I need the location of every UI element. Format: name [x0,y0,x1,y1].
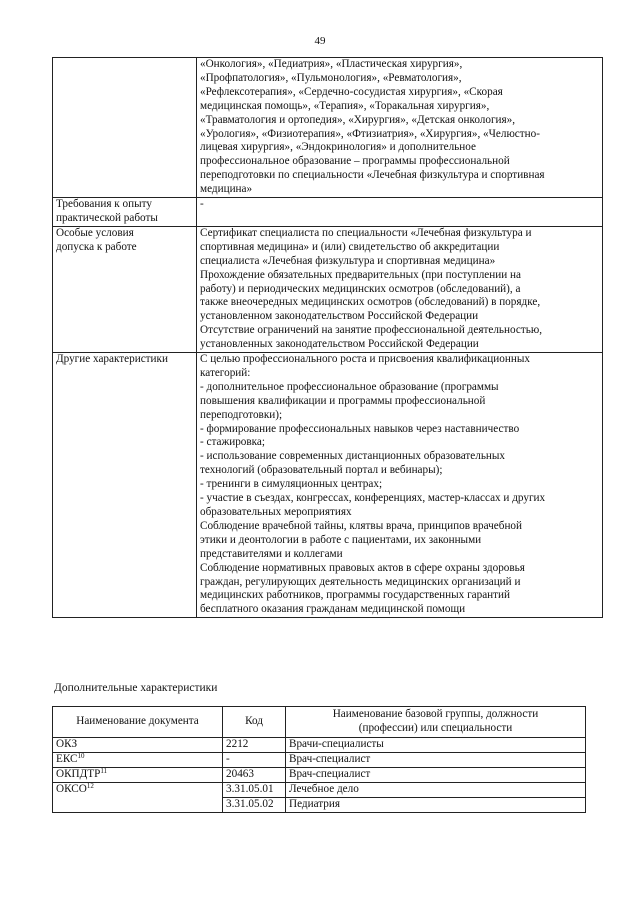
qualification-table [52,57,603,618]
text-line: «Урология», «Физиотерапия», «Фтизиатрия», «Хирургия», «Челюстно- [200,127,540,140]
text-line: переподготовки); [200,408,283,421]
text-line: спортивная медицина» и (или) свидетельство об аккредитации [200,240,500,253]
table-row [53,767,586,782]
text-line: С целью профессионального роста и присвоения квалификационных [200,353,530,366]
text-line: специалиста «Лечебная физкультура и спортивная медицина» [200,254,496,267]
text-line: «Рефлексотерапия», «Сердечно-сосудистая хирургия», «Скорая [200,85,503,98]
text-line: медицина» [200,183,253,196]
name-cell: Педиатрия [286,797,586,812]
name-cell: Врач-специалист [286,752,586,767]
document-cell: ОКЗ [53,738,223,753]
table-row [53,738,586,753]
value-cell [197,58,603,198]
text-line: - стажировка; [200,436,266,449]
text-line: также внеочередных медицинских осмотров (обследований) в порядке, [200,296,541,309]
text-line: лицевая хирургия», «Эндокринология» и дополнительное [200,141,476,154]
text-line: «Онкология», «Педиатрия», «Пластическая хирургия», [200,58,463,70]
table-row [53,58,603,198]
text-line: Наименование базовой группы, должности [332,708,539,721]
text-line: Другие характеристики [56,353,168,366]
text-line: переподготовки по специальности «Лечебная физкультура и спортивная [200,169,545,182]
text-line: медицинская помощь», «Терапия», «Торакальная хирургия», [200,99,490,112]
table-row [53,226,603,352]
text-line: - [200,198,204,211]
text-line: Требования к опыту [56,198,152,211]
text-line: технологий (образовательный портал и вебинары); [200,464,443,477]
text-line: работу) и периодических медицинских осмотров (обследований), а [200,282,521,295]
label-cell [53,353,197,618]
document-cell: ОКСО$^{12}$ [53,782,223,812]
text-line: профессиональное образование – программы профессиональной [200,155,510,168]
header-code: Код [223,707,286,738]
table-row [53,353,603,618]
document-cell: ЕКС$^{10}$ [53,752,223,767]
value-cell [197,353,603,618]
table-header-row [53,707,586,738]
text-line: Отсутствие ограничений на занятие профессиональной деятельностью, [200,324,542,337]
empty-label-cell [53,58,197,198]
text-line: бесплатного оказания гражданам медицинской помощи [200,603,466,616]
text-line: этики и деонтологии в работе с пациентами, их законными [200,533,482,546]
text-line: (профессии) или специальности [358,722,513,734]
text-line: медицинских работников, программы государственных гарантий [200,589,511,602]
code-cell: 20463 [223,767,286,782]
text-line: образовательных мероприятиях [200,506,352,518]
header-document: Наименование документа [53,707,223,738]
text-line: - формирование профессиональных навыков через наставничество [200,422,520,435]
name-cell: Врач-специалист [286,767,586,782]
text-line: установленном законодательством Российской Федерации [200,310,479,323]
text-line: Особые условия [56,226,134,239]
document-cell: ОКПДТР$^{11}$ [53,767,223,782]
name-cell: Врачи-специалисты [286,738,586,753]
page-number: 49 [314,35,326,47]
text-line: Соблюдение нормативных правовых актов в сфере охраны здоровья [200,561,525,574]
name-cell: Лечебное дело [286,782,586,797]
table-row [53,752,586,767]
value-cell [197,226,603,352]
text-line: Сертификат специалиста по специальности «Лечебная физкультура и [200,226,532,239]
code-cell: 3.31.05.02 [223,797,286,812]
text-line: Прохождение обязательных предварительных (при поступлении на [200,268,521,281]
text-line: граждан, регулирующих деятельность медицинских организаций и [200,575,521,588]
text-line: - тренинги в симуляционных центрах; [200,478,383,491]
text-line: - дополнительное профессиональное образование (программы [200,380,499,393]
label-cell [53,226,197,352]
additional-characteristics-table [52,706,586,813]
table-row [53,782,586,797]
text-line: повышения квалификации и программы профессиональной [200,394,486,407]
section-title: Дополнительные характеристики [54,682,218,694]
text-line: «Травматология и ортопедия», «Хирургия», «Детская онкология», [200,113,516,126]
text-line: практической работы [56,211,158,224]
text-line: категорий: [200,366,251,379]
text-line: - участие в съездах, конгрессах, конференциях, мастер-классах и других [200,492,546,505]
code-cell: 3.31.05.01 [223,782,286,797]
table-row [53,198,603,227]
code-cell: - [223,752,286,767]
header-name [286,707,586,738]
label-cell [53,198,197,227]
text-line: установленных законодательством Российской Федерации [200,338,479,351]
text-line: Соблюдение врачебной тайны, клятвы врача, принципов врачебной [200,519,523,532]
text-line: представителями и коллегами [200,547,343,560]
text-line: допуска к работе [56,240,137,253]
text-line: - использование современных дистанционных образовательных [200,450,506,463]
text-line: «Профпатология», «Пульмонология», «Ревматология», [200,71,462,84]
value-cell [197,198,603,227]
code-cell: 2212 [223,738,286,753]
